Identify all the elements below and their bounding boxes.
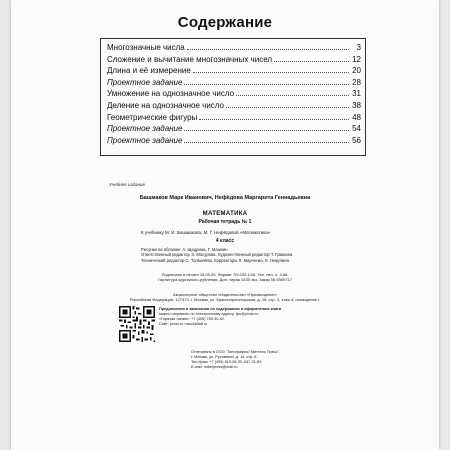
toc-item	[107, 42, 361, 54]
toc-item	[107, 77, 361, 89]
toc-box	[100, 38, 366, 156]
toc-item-label: Умножение на однозначное число	[107, 89, 235, 99]
toc-leader-dots	[184, 84, 349, 85]
toc-item-label: Деление на однозначное число	[107, 100, 224, 110]
toc-item	[107, 112, 361, 124]
publisher-block	[11, 292, 439, 302]
toc-item-label: Многозначные числа	[107, 43, 185, 52]
credits-line: Ответственный редактор Э. Мосурова. Художественный редактор Т. Гришина	[141, 252, 293, 258]
toc-item-label: Проектное задание	[107, 124, 183, 134]
book-title: МАТЕМАТИКА	[202, 211, 248, 217]
toc-leader-dots	[193, 72, 349, 73]
toc-item-page: 56	[352, 135, 361, 145]
credits-block	[141, 247, 292, 263]
credits-line: Рисунки на обложке: А. Щедрина, Г. Машкин	[141, 247, 228, 252]
toc-title: Содержание	[177, 14, 273, 31]
printer-line: E-mail: mittelpress@mail.ru	[191, 365, 238, 369]
toc-item	[107, 65, 361, 77]
toc-leader-dots	[184, 142, 349, 143]
credits-line: Технический редактор С. Толмачёва. Корректоры Л. Марченко, Е. Никулина	[141, 257, 289, 263]
authors: Башмаков Марк Иванович, Нефёдова Маргарита Геннадьевна	[139, 195, 311, 201]
toc-item-label: Сложение и вычитание многозначных чисел	[107, 54, 273, 64]
publisher-line: Российская Федерация, 127473, г. Москва, ул. Краснопролетарская, д. 16, стр. 3, этаж 4, помещение I.	[129, 297, 321, 303]
toc-leader-dots	[226, 107, 349, 108]
printer-block	[191, 350, 280, 370]
toc-item	[107, 123, 361, 135]
grade-label: 4 класс	[215, 238, 235, 244]
toc-item-label: Проектное задание	[107, 135, 183, 145]
contact-line: Сайт: prosv.ru «экоАкбай.ru	[159, 322, 208, 326]
contact-line: можно отправить по электронному адресу: fpu@prosv.ru	[159, 312, 259, 316]
toc-item-label: Длина и её измерение	[107, 66, 191, 76]
toc-item-page: 48	[352, 112, 361, 122]
toc-leader-dots	[274, 61, 349, 62]
toc-item-page: 31	[352, 89, 361, 99]
toc-leader-dots	[184, 130, 349, 131]
toc-item-page: 12	[352, 54, 361, 64]
printer-line: Тел./факс +7 (495) 619-08-30, 647-01-89.	[191, 360, 263, 364]
qr-code-icon	[119, 306, 155, 342]
printer-line: г. Москва, ул. Руставели, д. 14, стр. 6.	[191, 355, 258, 359]
toc-item	[107, 135, 361, 147]
textbook-reference: К учебнику М. И. Башмакова, М. Г. Нефёдовой «Математика»	[141, 230, 271, 235]
toc-item-page: 38	[352, 100, 361, 110]
book-subtitle: Рабочая тетрадь № 1	[198, 219, 252, 225]
publisher-line: Акционерное общество «Издательство «Просвещение»	[173, 292, 277, 297]
toc-item-page: 3	[356, 43, 361, 52]
toc-leader-dots	[199, 119, 349, 120]
toc-leader-dots	[187, 49, 349, 50]
edition-type: Учебное издание	[109, 182, 145, 187]
print-info-line: Подписано в печать 15.09.20. Формат 70×100 1/16. Усл. печ. л. 4,68.	[161, 272, 289, 277]
print-info-block	[11, 272, 439, 282]
toc-item-label: Геометрические фигуры	[107, 112, 198, 122]
toc-item	[107, 100, 361, 112]
toc-item-page: 28	[352, 77, 361, 87]
contact-block	[159, 307, 281, 327]
toc-item-page: 54	[352, 124, 361, 134]
toc-item	[107, 88, 361, 100]
contact-line: «Горячая линия»: +7 (495) 789-30-40.	[159, 317, 225, 321]
toc-item-page: 20	[352, 66, 361, 76]
toc-leader-dots	[236, 95, 349, 96]
printer-line: Отпечатано в ООО "Типография "Миттель Пресс",	[191, 350, 281, 354]
document-page	[11, 0, 439, 450]
contact-line: Предложения и замечания по содержанию и оформлению книги	[159, 307, 282, 311]
toc-item-label: Проектное задание	[107, 77, 183, 87]
print-info-line: Гарнитура журнально-рубленая. Доп. тираж 5100 экз. Заказ № 0969717	[158, 277, 292, 283]
toc-item	[107, 54, 361, 66]
